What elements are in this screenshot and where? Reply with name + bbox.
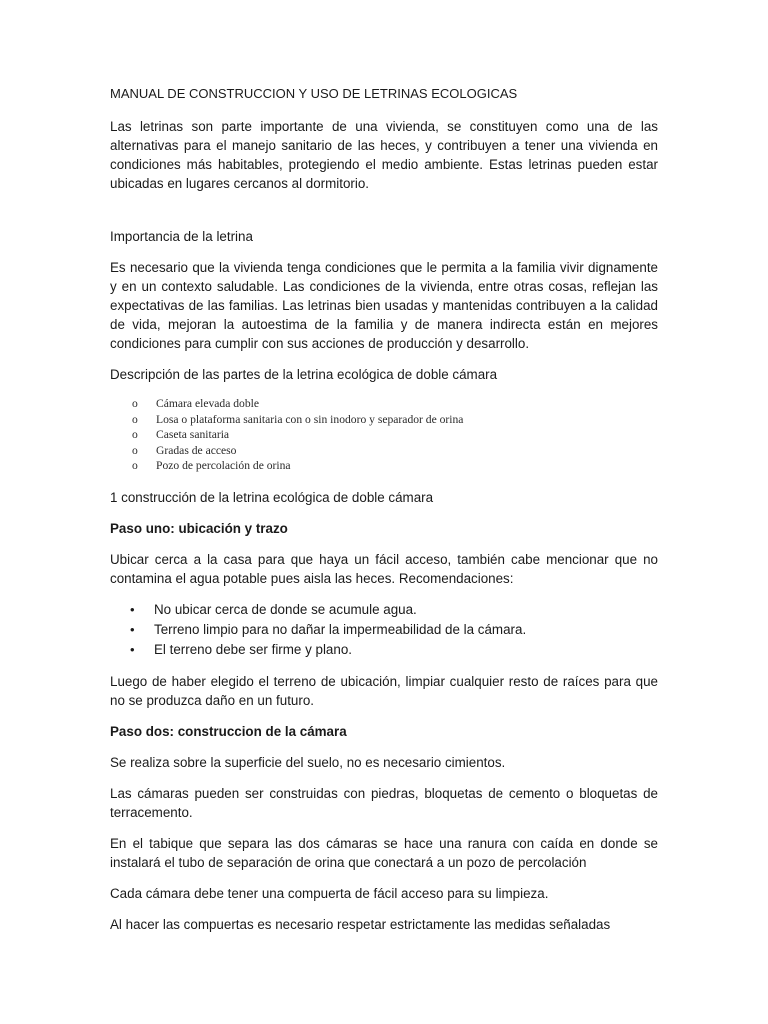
- list-item-text: Losa o plataforma sanitaria con o sin inodoro y separador de orina: [156, 412, 464, 426]
- list-item-text: El terreno debe ser firme y plano.: [154, 641, 352, 657]
- list-item: [110, 443, 658, 459]
- parts-heading: Descripción de las partes de la letrina ecológica de doble cámara: [110, 367, 498, 382]
- recommendations-list: [110, 600, 658, 660]
- parts-list: [110, 396, 658, 474]
- list-item: [110, 427, 658, 443]
- list-item-text: Gradas de acceso: [156, 443, 237, 457]
- step2-paragraph-4: Cada cámara debe tener una compuerta de fácil acceso para su limpieza.: [110, 885, 549, 901]
- bullet-icon: •: [130, 641, 135, 657]
- list-marker: o: [132, 459, 138, 472]
- step2-paragraph-3: En el tabique que separa las dos cámaras se hace una ranura con caída en donde se instalará el tubo de separación de orina que conectará a un pozo de percolación: [110, 835, 658, 870]
- list-item: [110, 620, 658, 640]
- list-item-text: Caseta sanitaria: [156, 428, 230, 441]
- list-item-text: Cámara elevada doble: [156, 397, 260, 410]
- list-item: [110, 600, 658, 620]
- list-item: [110, 412, 658, 428]
- step2-paragraph-2: Las cámaras pueden ser construidas con piedras, bloquetas de cemento o bloquetas de terracemento.: [110, 785, 658, 820]
- list-item: [110, 396, 658, 412]
- bullet-icon: •: [130, 601, 135, 617]
- intro-paragraph: Las letrinas son parte importante de una vivienda, se constituyen como una de las alternativas para el manejo sanitario de las heces, y contribuyen a tener una vivienda en condiciones más habitables, protegiendo el medio ambiente. Estas letrinas pueden estar ubicadas en lugares cercanos al dormitorio.: [110, 119, 658, 191]
- document-title: MANUAL DE CONSTRUCCION Y USO DE LETRINAS ECOLOGICAS: [110, 86, 518, 101]
- step1-heading: Paso uno: ubicación y trazo: [110, 520, 288, 536]
- step1-paragraph: Ubicar cerca a la casa para que haya un fácil acceso, también cabe mencionar que no contamina el agua potable pues aisla las heces. Recomendaciones:: [110, 551, 658, 586]
- list-item: [110, 458, 658, 474]
- step2-heading: Paso dos: construccion de la cámara: [110, 723, 347, 739]
- list-marker: o: [132, 443, 138, 457]
- bullet-icon: •: [130, 621, 135, 637]
- list-marker: o: [132, 397, 138, 410]
- construction-heading: 1 construcción de la letrina ecológica de doble cámara: [110, 489, 434, 505]
- list-item: [110, 640, 658, 660]
- list-marker: o: [132, 428, 138, 441]
- importance-paragraph: Es necesario que la vivienda tenga condiciones que le permita a la familia vivir dignamente y en un contexto saludable. Las condiciones de la vivienda, entre otras cosas, reflejan las expectativas de las familias. Las letrinas bien usadas y mantenidas contribuyen a la calidad de vida, mejoran la autoestima de la familia y de manera indirecta están en mejores condiciones para cumplir con sus acciones de producción y desarrollo.: [110, 260, 658, 351]
- list-item-text: No ubicar cerca de donde se acumule agua.: [154, 601, 417, 617]
- list-item-text: Pozo de percolación de orina: [156, 459, 291, 472]
- list-item-text: Terreno limpio para no dañar la impermeabilidad de la cámara.: [154, 621, 527, 637]
- importance-heading: Importancia de la letrina: [110, 229, 253, 244]
- step2-paragraph-1: Se realiza sobre la superficie del suelo, no es necesario cimientos.: [110, 754, 506, 770]
- step2-paragraph-5: Al hacer las compuertas es necesario respetar estrictamente las medidas señaladas: [110, 916, 611, 932]
- step1-after-paragraph: Luego de haber elegido el terreno de ubicación, limpiar cualquier resto de raíces para que no se produzca daño en un futuro.: [110, 673, 658, 708]
- list-marker: o: [132, 412, 138, 426]
